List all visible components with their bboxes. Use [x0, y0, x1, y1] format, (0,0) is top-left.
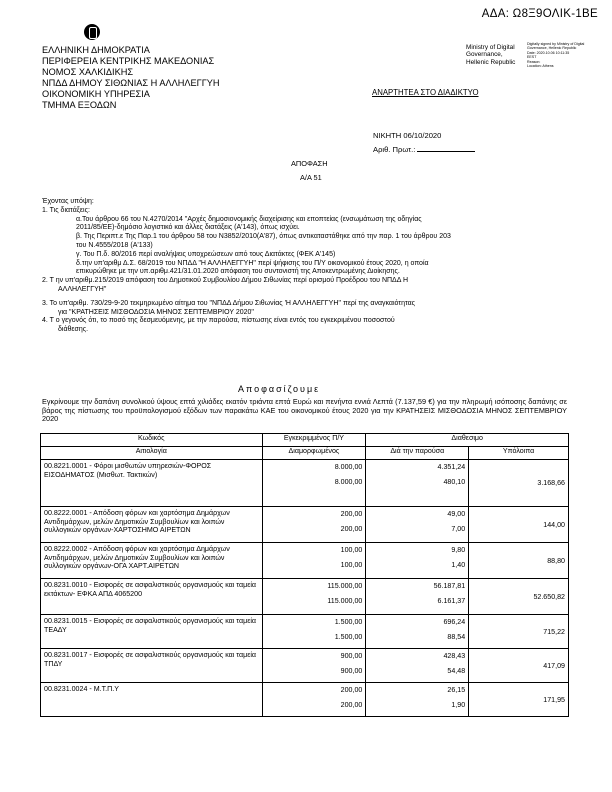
signature-line: Hellenic Republic — [466, 58, 516, 66]
row-remaining: 88,80 — [469, 543, 569, 579]
col-available: Διαθεσιμο — [366, 434, 569, 447]
row-budget — [262, 507, 366, 543]
available-present: 1,90 — [451, 701, 466, 709]
col-present: Διά την παρούσα — [366, 447, 469, 460]
row-remaining: 171,95 — [469, 683, 569, 717]
col-reason: Αιτιολογία — [41, 447, 263, 460]
available-before: 428,43 — [443, 652, 466, 660]
row-remaining: 52.650,82 — [469, 579, 569, 615]
table-row — [41, 543, 569, 579]
item-3: 3. Το υπ'αριθμ. 730/29-9-20 τεκμηριωμένο αίτημα του "ΝΠΔΔ Δήμου Σιθωνίας 'Η ΑΛΛΗΛΕΓΓΥΗ'' περί της αναγκαιότητας — [42, 299, 416, 307]
signature-line: Governance, — [466, 51, 503, 59]
budget-formed: 1.500,00 — [334, 633, 363, 641]
digital-signature — [466, 44, 515, 66]
item-2-cont: ΑΛΛΗΛΕΓΓΥΗ" — [58, 285, 107, 293]
budget-approved: 8.000,00 — [334, 463, 363, 471]
row-available — [366, 507, 469, 543]
row-available — [366, 683, 469, 717]
row-budget — [262, 579, 366, 615]
posted-online-label: ΑΝΑΡΤΗΤΕΑ ΣΤΟ ΔΙΑΔΙΚΤΥΟ — [372, 88, 479, 97]
table-row — [41, 579, 569, 615]
row-available — [366, 615, 469, 649]
available-before: 696,24 — [443, 618, 466, 626]
item-1c: γ. Του Π.δ. 80/2016 περί αναλήψεις υποχρεώσεων από τους Διατάκτες (ΦΕΚ Α'145) — [76, 250, 336, 258]
budget-approved: 200,00 — [340, 686, 363, 694]
budget-formed: 8.000,00 — [334, 478, 363, 486]
budget-formed: 200,00 — [340, 525, 363, 533]
signature-details — [527, 42, 607, 68]
header-line: ΤΜΗΜΑ ΕΞΟΔΩΝ — [42, 100, 117, 110]
row-budget — [262, 683, 366, 717]
row-budget — [262, 543, 366, 579]
protocol-blank — [417, 151, 475, 152]
budget-approved: 1.500,00 — [334, 618, 363, 626]
row-description: 00.8221.0001 - Φόροι μισθωτών υπηρεσιών-ΦΟΡΟΣ ΕΙΣΟΔΗΜΑΤΟΣ (Μισθωτ. Τακτικών) — [41, 460, 263, 507]
considerations — [42, 198, 567, 335]
row-description: 00.8231.0010 - Εισφορές σε ασφαλιστικούς οργανισμούς και ταμεία εκτάκτων- ΕΦΚΑ ΑΠΔ 4065200 — [41, 579, 263, 615]
budget-approved: 200,00 — [340, 510, 363, 518]
available-present: 88,54 — [447, 633, 466, 641]
table-row — [41, 649, 569, 683]
budget-approved: 100,00 — [340, 546, 363, 554]
signature-detail: Digitally signed by Ministry of Digital — [527, 42, 585, 46]
row-budget — [262, 649, 366, 683]
budget-approved: 900,00 — [340, 652, 363, 660]
available-before: 9,80 — [451, 546, 466, 554]
available-present: 54,48 — [447, 667, 466, 675]
item-1d: δ.την υπ'αριθμ Δ.Σ. 68/2019 του ΝΠΔΔ "Η ΑΛΛΗΛΕΓΓΥΗ" περί ψήφισης του Π/Υ οικονομικού έτους 2020, η οποία — [76, 259, 429, 267]
date-line: ΝΙΚΗΤΗ 06/10/2020 — [373, 131, 442, 140]
available-present: 6.161,37 — [437, 597, 466, 605]
budget-formed: 900,00 — [340, 667, 363, 675]
available-before: 4.351,24 — [437, 463, 466, 471]
decision-number: Α/Α 51 — [300, 173, 322, 182]
row-budget — [262, 615, 366, 649]
signature-detail: Governance, Hellenic Republic — [527, 46, 577, 51]
issuer-header — [42, 45, 220, 111]
budget-formed: 200,00 — [340, 701, 363, 709]
row-description: 00.8231.0017 - Εισφορές σε ασφαλιστικούς οργανισμούς και ταμεία ΤΠΔΥ — [41, 649, 263, 683]
row-description: 00.8222.0002 - Απόδοση φόρων και χαρτόσημα Δημάρχων Αντιδημάρχων, μελών Δημοτικών Συμβουλίων και λοιπών συλλογικών οργάνων-ΟΓΑ ΧΑΡΤ.ΑΙΡΕΤΩΝ — [41, 543, 263, 579]
available-before: 49,00 — [447, 510, 466, 518]
protocol-label: Αριθ. Πρωτ.: — [373, 145, 416, 154]
header-line: ΠΕΡΙΦΕΡΕΙΑ ΚΕΝΤΡΙΚΗΣ ΜΑΚΕΔΟΝΙΑΣ — [42, 56, 215, 66]
row-description: 00.8231.0015 - Εισφορές σε ασφαλιστικούς οργανισμούς και ταμεία ΤΕΑΔΥ — [41, 615, 263, 649]
decision-paragraph: Εγκρίνουμε την δαπάνη συνολικού ύψους επτά χιλιάδες εκατόν τριάντα επτά Ευρώ και πενήντα εννιά Λεπτά (7.137,59 €) για την πληρωμή ισόποσης δαπάνης σε βάρος της πίστωσης του προϋπολογισμού εξόδων των παρακάτω ΚΑΕ του οικονομικού έτους 2020 για την ΚΡΑΤΗΣΕΙΣ ΜΙΣΘΟΔΟΣΙΑ ΜΗΝΟΣ ΣΕΠΤΕΜΒΡΙΟΥ 2020 — [42, 397, 567, 424]
budget-table — [40, 433, 569, 717]
table-row — [41, 683, 569, 717]
col-approved: Εγκεκριμμένος Π/Υ — [262, 434, 366, 447]
signature-detail: Location: Athens — [527, 64, 554, 69]
row-remaining: 144,00 — [469, 507, 569, 543]
header-line: ΝΟΜΟΣ ΧΑΛΚΙΔΙΚΗΣ — [42, 67, 134, 77]
row-description: 00.8222.0001 - Απόδοση φόρων και χαρτόσημα Δημάρχων Αντιδημάρχων, μελών Δημοτικών Συμβουλίων και λοιπών συλλογικών οργάνων-ΧΑΡΤΟΣΗΜΟ ΑΙΡΕΤΩΝ — [41, 507, 263, 543]
signature-line: Ministry of Digital — [466, 44, 515, 51]
available-present: 7,00 — [451, 525, 466, 533]
row-available — [366, 579, 469, 615]
decision-heading: Αποφασίζουμε — [238, 384, 321, 394]
ada-code: ΑΔΑ: Ω8Ξ9ΟΛΙΚ-1ΒΕ — [481, 8, 598, 20]
item-1a: α.Του άρθρου 66 του Ν.4270/2014 "Αρχές δημοσιονομικής διαχείρισης και εποπτείας (ενσωμάτωση της οδηγίας — [76, 215, 422, 223]
signature-detail: Date: 2020.10.06 10:11:35 — [527, 50, 570, 55]
header-line: ΟΙΚΟΝΟΜΙΚΗ ΥΠΗΡΕΣΙΑ — [42, 89, 150, 99]
row-description: 00.8231.0024 - Μ.Τ.Π.Υ — [41, 683, 263, 717]
col-code: Κωδικός — [41, 434, 263, 447]
budget-formed: 100,00 — [340, 561, 363, 569]
item-4-cont: διάθεσης. — [58, 326, 89, 334]
greek-emblem-icon — [84, 24, 100, 40]
item-1b: β. Της Περιπτ.ε Της Παρ.1 του άρθρου 58 του Ν3852/2010(Α'87), όπως αντικαταστάθηκε από την παρ. 1 του άρθρου 203 — [76, 233, 451, 241]
row-available — [366, 460, 469, 507]
available-present: 480,10 — [443, 478, 466, 486]
item-1d-cont: επικυρώθηκε με την υπ.αριθμ.421/31.01.2020 απόφαση του συντονιστή της Αποκεντρωμένης Διοίκησης. — [76, 268, 400, 276]
available-before: 26,15 — [447, 686, 466, 694]
table-header-row — [41, 434, 569, 447]
intro: Έχοντας υπόψη: — [42, 198, 94, 205]
item-4: 4. Τ ο γεγονός ότι, το ποσό της δεσμευόμενης, με την παρούσα, πίστωσης είναι εντός του εγκεκριμένου ποσοστού — [42, 317, 395, 325]
table-row — [41, 507, 569, 543]
col-remaining: Υπόλοιπα — [469, 447, 569, 460]
header-line: ΝΠΔΔ ΔΗΜΟΥ ΣΙΘΩΝΙΑΣ Η ΑΛΛΗΛΕΓΓΥΗ — [42, 78, 220, 88]
col-formed: Διαμορφωμένος — [262, 447, 366, 460]
table-row — [41, 615, 569, 649]
row-remaining: 3.168,66 — [469, 460, 569, 507]
budget-formed: 115.000,00 — [327, 597, 363, 605]
item-1: 1. Τις διατάξεις: — [42, 206, 90, 214]
table-row — [41, 460, 569, 507]
signature-detail: EEST — [527, 55, 537, 60]
document-title: ΑΠΟΦΑΣΗ — [291, 159, 328, 168]
available-present: 1,40 — [451, 561, 466, 569]
row-available — [366, 543, 469, 579]
row-available — [366, 649, 469, 683]
item-1b-cont: του Ν.4555/2018 (Α'133) — [76, 241, 153, 249]
header-line: ΕΛΛΗΝΙΚΗ ΔΗΜΟΚΡΑΤΙΑ — [42, 45, 150, 55]
protocol-line — [373, 145, 475, 154]
table-subheader-row — [41, 447, 569, 460]
available-before: 56.187,81 — [433, 582, 466, 590]
item-2: 2. Τ ην υπ'αριθμ.215/2019 απόφαση του Δημοτικού Συμβουλίου Δήμου Σιθωνίας περί ορισμού Προέδρου του ΝΠΔΔ Η — [42, 277, 409, 285]
row-remaining: 417,09 — [469, 649, 569, 683]
item-3-cont: για "ΚΡΑΤΗΣΕΙΣ ΜΙΣΘΟΔΟΣΙΑ ΜΗΝΟΣ ΣΕΠΤΕΜΒΡΙΟΥ 2020" — [58, 308, 254, 316]
row-budget — [262, 460, 366, 507]
budget-approved: 115.000,00 — [327, 582, 363, 590]
signature-detail: Reason: — [527, 59, 541, 64]
row-remaining: 715,22 — [469, 615, 569, 649]
item-1a-cont: 2011/85/ΕΕ)-δημόσιο λογιστικό και άλλες διατάξεις (Α'143), όπως ισχύει. — [76, 224, 300, 232]
